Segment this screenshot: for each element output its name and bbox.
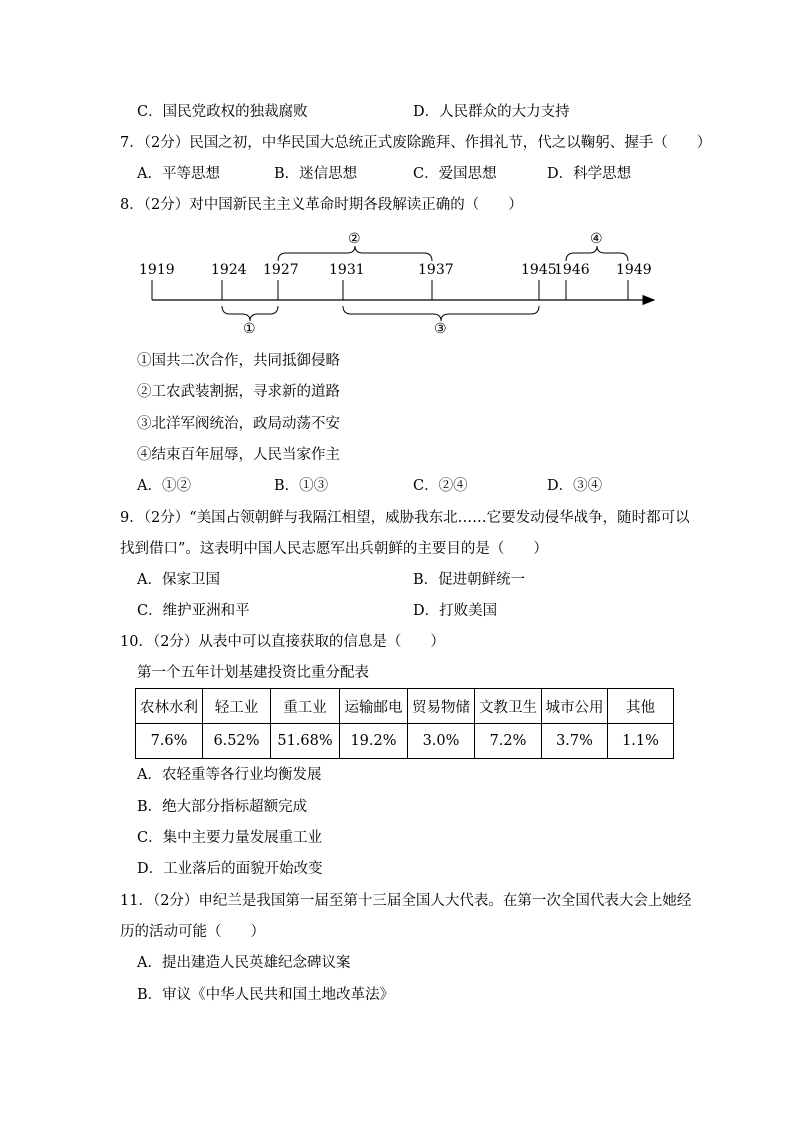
bracket-4 bbox=[566, 246, 628, 261]
q8-statement-1: ①国共二次合作，共同抵御侵略 bbox=[137, 353, 340, 369]
value-cell: 19.2% bbox=[340, 724, 408, 759]
investment-table bbox=[135, 688, 674, 759]
bracket-2 bbox=[278, 246, 432, 261]
q8-option-c: C．②④ bbox=[413, 478, 468, 494]
q6-option-c: C．国民党政权的独裁腐败 bbox=[137, 104, 308, 120]
bracket-label-2: ② bbox=[348, 231, 361, 247]
value-cell: 7.6% bbox=[136, 724, 203, 759]
header-cell: 文教卫生 bbox=[475, 689, 542, 724]
q10-option-c: C．集中主要力量发展重工业 bbox=[137, 830, 323, 846]
bracket-label-3: ③ bbox=[434, 321, 447, 337]
value-cell: 3.0% bbox=[408, 724, 475, 759]
table-title: 第一个五年计划基建投资比重分配表 bbox=[137, 665, 369, 681]
q11-option-b: B．审议《中华人民共和国土地改革法》 bbox=[137, 987, 395, 1003]
year-label-1946: 1946 bbox=[554, 262, 590, 278]
header-cell: 重工业 bbox=[271, 689, 340, 724]
header-cell: 农林水利 bbox=[136, 689, 203, 724]
q7-option-c: C．爱国思想 bbox=[413, 166, 497, 182]
q11-stem-line2: 历的活动可能（ ） bbox=[120, 924, 265, 940]
q9-option-b: B．促进朝鲜统一 bbox=[413, 572, 526, 588]
header-cell: 其他 bbox=[608, 689, 674, 724]
year-label-1931: 1931 bbox=[329, 262, 365, 278]
q9-option-d: D．打败美国 bbox=[413, 603, 498, 619]
q9-stem-line2: 找到借口”。这表明中国人民志愿军出兵朝鲜的主要目的是（ ） bbox=[120, 541, 548, 557]
header-cell: 轻工业 bbox=[203, 689, 271, 724]
value-cell: 51.68% bbox=[271, 724, 340, 759]
bracket-3 bbox=[343, 306, 539, 321]
bracket-label-4: ④ bbox=[590, 231, 603, 247]
q6-option-d: D．人民群众的大力支持 bbox=[413, 104, 570, 120]
year-label-1945: 1945 bbox=[521, 262, 557, 278]
year-label-1924: 1924 bbox=[211, 262, 247, 278]
value-cell: 1.1% bbox=[608, 724, 674, 759]
q8-statement-2: ②工农武装割据，寻求新的道路 bbox=[137, 384, 340, 400]
q7-option-b: B．迷信思想 bbox=[274, 166, 358, 182]
q8-statement-4: ④结束百年屈辱，人民当家作主 bbox=[137, 447, 340, 463]
bracket-label-1: ① bbox=[243, 321, 256, 337]
timeline-diagram bbox=[130, 224, 670, 342]
q10-option-b: B．绝大部分指标超额完成 bbox=[137, 799, 308, 815]
value-cell: 6.52% bbox=[203, 724, 271, 759]
table-header-row bbox=[136, 689, 674, 724]
year-label-1927: 1927 bbox=[263, 262, 299, 278]
q10-option-d: D．工业落后的面貌开始改变 bbox=[137, 861, 323, 877]
q8-option-b: B．①③ bbox=[274, 478, 329, 494]
header-cell: 运输邮电 bbox=[340, 689, 408, 724]
q8-option-d: D．③④ bbox=[547, 478, 603, 494]
year-label-1937: 1937 bbox=[418, 262, 454, 278]
q7-stem: 7．（2分）民国之初，中华民国大总统正式废除跪拜、作揖礼节，代之以鞠躬、握手（ ） bbox=[120, 135, 712, 151]
q10-option-a: A．农轻重等各行业均衡发展 bbox=[137, 767, 322, 783]
q8-option-a: A．①② bbox=[137, 478, 191, 494]
value-cell: 7.2% bbox=[475, 724, 542, 759]
year-label-1949: 1949 bbox=[616, 262, 652, 278]
q9-stem-line1: 9．（2分）“美国占领朝鲜与我隔江相望，威胁我东北……它要发动侵华战争，随时都可以 bbox=[120, 510, 690, 526]
bracket-1 bbox=[222, 306, 278, 321]
header-cell: 城市公用 bbox=[542, 689, 608, 724]
value-cell: 3.7% bbox=[542, 724, 608, 759]
year-label-1919: 1919 bbox=[139, 262, 175, 278]
header-cell: 贸易物储 bbox=[408, 689, 475, 724]
q9-option-a: A．保家卫国 bbox=[137, 572, 220, 588]
q11-stem-line1: 11．（2分）申纪兰是我国第一届至第十三届全国人大代表。在第一次全国代表大会上她经 bbox=[120, 893, 692, 909]
q11-option-a: A．提出建造人民英雄纪念碑议案 bbox=[137, 955, 351, 971]
q7-option-a: A．平等思想 bbox=[137, 166, 220, 182]
table-value-row bbox=[136, 724, 674, 759]
q8-stem: 8．（2分）对中国新民主主义革命时期各段解读正确的（ ） bbox=[120, 197, 523, 213]
q9-option-c: C．维护亚洲和平 bbox=[137, 603, 250, 619]
q8-statement-3: ③北洋军阀统治，政局动荡不安 bbox=[137, 416, 340, 432]
q10-stem: 10．（2分）从表中可以直接获取的信息是（ ） bbox=[120, 634, 445, 650]
q7-option-d: D．科学思想 bbox=[547, 166, 632, 182]
